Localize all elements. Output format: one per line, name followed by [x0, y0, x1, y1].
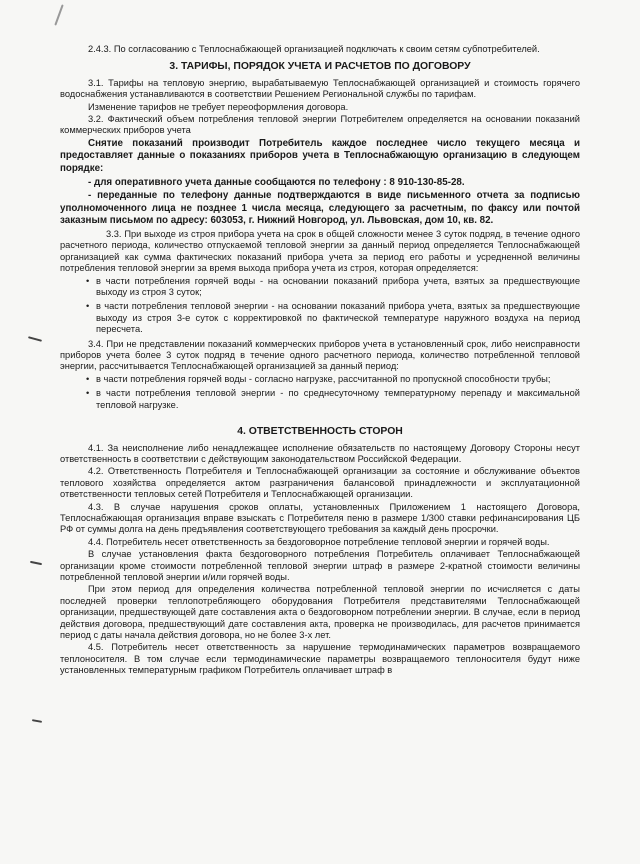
- clause-3-1-note: Изменение тарифов не требует переоформления договора.: [88, 101, 349, 112]
- section-3-title: 3. ТАРИФЫ, ПОРЯДОК УЧЕТА И РАСЧЕТОВ ПО ДОГОВОРУ: [169, 61, 471, 73]
- clause-2-4-3: 2.4.3. По согласованию с Теплоснабжающей организацией подключать к своим сетям субпотребителей.: [88, 44, 540, 54]
- scan-mark-left-3: [32, 719, 42, 723]
- section-4-title: 4. ОТВЕТСТВЕННОСТЬ СТОРОН: [237, 426, 403, 438]
- phone-reporting: - для оперативного учета данные сообщаются по телефону : 8 910-130-85-28.: [88, 176, 465, 188]
- clause-3-3-bullet-heat: • в части потребления тепловой энергии - на основании показаний прибора учета, взятых за предшествующие выходу из строя 3-е суток с корректировкой по фактической температуре наружного воздуха на период пересчета.: [60, 301, 580, 335]
- clause-4-4-penalty: В случае установления факта бездоговорного потребления Потребитель оплачивает Теплоснабжающей организации кроме стоимости потребленной тепловой энергии штраф в размере 2-кратной стоимости величины потребленной тепловой энергии и/или горячей воды.: [60, 549, 580, 582]
- clause-4-3: 4.3. В случае нарушения сроков оплаты, установленных Приложением 1 настоящего Договора, Теплоснабжающая организация вправе взыскать с Потребителя пеню в размере 1/300 ставки рефинансирования ЦБ РФ от суммы долга на день предъявления соответствующего требования за каждый день просрочки.: [60, 501, 580, 535]
- document-body: [60, 44, 580, 678]
- clause-4-1: 4.1. За неисполнение либо ненадлежащее исполнение обязательств по настоящему Договору Стороны несут ответственность в соответствии с действующим законодательством Российской Федерации.: [60, 442, 580, 464]
- clause-3-3-bullet-hot-water: • в части потребления горячей воды - на основании показаний прибора учета, взятых за предшествующие выходу из строя 3 суток;: [60, 276, 580, 299]
- clause-4-4-period: При этом период для определения количества потребленной тепловой энергии по исчисляется с даты последней проверки теплопотребляющего оборудования Потребителя представителями Теплоснабжающей организации, предшествующей дате составления акта о бездоговорном потреблении энергии. В случае, если в период действия договора, предшествующий дате составления акта, проверка не производилась, для расчетов принимается период с даты начала действия договора, но не более 3-х лет.: [60, 584, 580, 640]
- scan-mark-left-1: [28, 336, 42, 342]
- readings-procedure: Снятие показаний производит Потребитель каждое последнее число текущего месяца и предоставляет данные о показаниях приборов учета в Теплоснабжающую организацию в следующем порядке:: [60, 137, 580, 175]
- clause-3-2: 3.2. Фактический объем потребления тепловой энергии Потребителем определяется на основании показаний коммерческих приборов учета: [60, 114, 580, 136]
- clause-3-4: 3.4. При не представлении показаний коммерческих приборов учета в установленный срок, либо неисправности приборов учета более 3 суток подряд в течение одного расчетного периода, количество потребленной тепловой энергии, рассчитывается Теплоснабжающей организацией за данный период:: [60, 338, 580, 372]
- clause-4-5: 4.5. Потребитель несет ответственность за нарушение термодинамических параметров возвращаемого теплоносителя. В том случае если термодинамические параметры возвращаемого теплоносителя будут ниже установленных температурным графиком Потребитель оплачивает штраф в: [60, 642, 580, 676]
- clause-3-3: 3.3. При выходе из строя прибора учета на срок в общей сложности менее 3 суток подряд, в течение одного расчетного периода, количество отпускаемой тепловой энергии за данный период определяется Теплоснабжающей организацией как сумма фактических показаний прибора учета за период его работы и усредненной величины потребления тепловой энергии за время выхода прибора учета из строя, которая определяется:: [60, 229, 580, 274]
- clause-4-2: 4.2. Ответственность Потребителя и Теплоснабжающей организации за состояние и обслуживание объектов теплового хозяйства определяется актом разграничения балансовой принадлежности и эксплуатационной ответственности тепловых сетей Потребителя и Теплоснабжающей организации.: [60, 466, 580, 500]
- clause-3-4-bullet-hot-water: • в части потребления горячей воды - согласно нагрузке, рассчитанной по пропускной способности трубы;: [60, 374, 580, 385]
- clause-3-1: 3.1. Тарифы на тепловую энергию, вырабатываемую Теплоснабжающей организацией и стоимость горячего водоснабжения устанавливаются в соответствии Решением Региональной службы по тарифам.: [60, 77, 580, 100]
- scan-mark-left-2: [30, 561, 42, 565]
- clause-4-4: 4.4. Потребитель несет ответственность за бездоговорное потребление тепловой энергии и горячей воды.: [88, 536, 550, 547]
- clause-3-4-bullet-heat: • в части потребления тепловой энергии - по среднесуточному температурному перепаду и максимальной тепловой нагрузке.: [60, 388, 580, 411]
- scan-mark-top-left: [54, 4, 63, 25]
- written-report: - переданные по телефону данные подтверждаются в виде письменного отчета за подписью уполномоченного лица не позднее 1 числа месяца, следующего за расчетным, по факсу или почтой заказным письмом по адресу: 603053, г. Нижний Новгород, ул. Львовская, дом 10, кв. 82.: [60, 190, 580, 227]
